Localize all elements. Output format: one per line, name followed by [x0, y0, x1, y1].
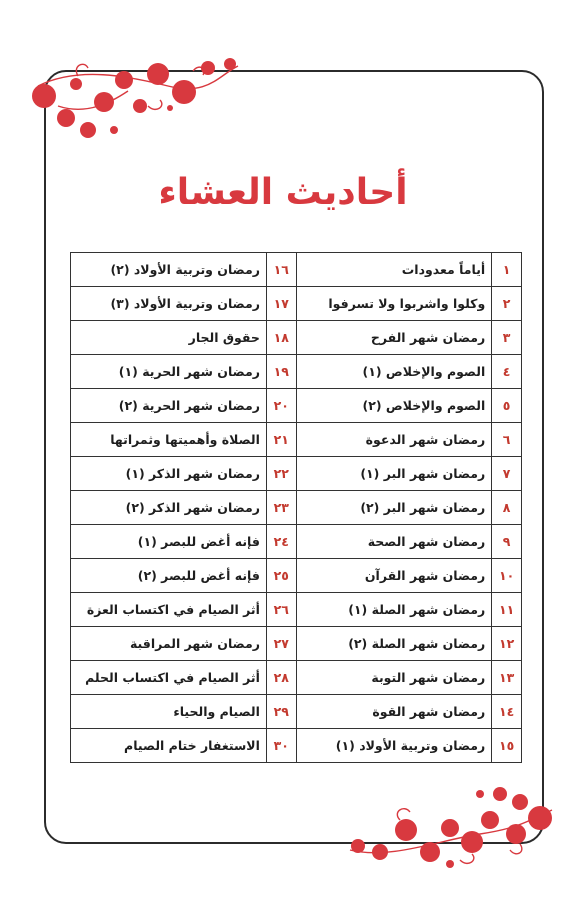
entry-title: رمضان شهر القرآن — [296, 559, 492, 593]
table-row — [71, 627, 522, 661]
entry-title: رمضان شهر الصلة (١) — [296, 593, 492, 627]
entry-number: ٢٧ — [266, 627, 296, 661]
table-row — [71, 321, 522, 355]
entry-number: ٣ — [492, 321, 522, 355]
table-row — [71, 287, 522, 321]
entry-number: ٢٤ — [266, 525, 296, 559]
entry-number: ٧ — [492, 457, 522, 491]
entry-title: الاستغفار ختام الصيام — [71, 729, 267, 763]
entry-title: الصيام والحياء — [71, 695, 267, 729]
entry-title: رمضان شهر البر (١) — [296, 457, 492, 491]
entry-title: رمضان وتربية الأولاد (١) — [296, 729, 492, 763]
entry-number: ٢٥ — [266, 559, 296, 593]
entry-title: فإنه أغض للبصر (١) — [71, 525, 267, 559]
entry-number: ١٣ — [492, 661, 522, 695]
entry-number: ٤ — [492, 355, 522, 389]
entry-title: رمضان شهر الحرية (٢) — [71, 389, 267, 423]
entry-number: ١ — [492, 253, 522, 287]
entry-title: رمضان شهر الذكر (١) — [71, 457, 267, 491]
table-row — [71, 423, 522, 457]
floral-ornament-bottom-right — [340, 780, 562, 876]
entry-number: ٢٢ — [266, 457, 296, 491]
entry-title: رمضان شهر الصلة (٢) — [296, 627, 492, 661]
entry-title: أثر الصيام في اكتساب العزة — [71, 593, 267, 627]
entry-number: ١٨ — [266, 321, 296, 355]
entry-title: رمضان شهر الصحة — [296, 525, 492, 559]
entry-title: وكلوا واشربوا ولا تسرفوا — [296, 287, 492, 321]
entry-number: ١٩ — [266, 355, 296, 389]
table-row — [71, 593, 522, 627]
entry-number: ٨ — [492, 491, 522, 525]
table-row — [71, 491, 522, 525]
entry-number: ٢٦ — [266, 593, 296, 627]
entry-number: ١٤ — [492, 695, 522, 729]
toc-body — [71, 253, 522, 763]
page-title: أحاديث العشاء — [158, 172, 408, 213]
table-row — [71, 729, 522, 763]
entry-title: رمضان وتربية الأولاد (٢) — [71, 253, 267, 287]
entry-number: ٩ — [492, 525, 522, 559]
table-row — [71, 661, 522, 695]
table-row — [71, 253, 522, 287]
entry-title: رمضان شهر البر (٢) — [296, 491, 492, 525]
entry-title: فإنه أغض للبصر (٢) — [71, 559, 267, 593]
entry-number: ٢٠ — [266, 389, 296, 423]
entry-number: ١٦ — [266, 253, 296, 287]
entry-title: رمضان شهر الفرح — [296, 321, 492, 355]
entry-number: ٣٠ — [266, 729, 296, 763]
table-row — [71, 355, 522, 389]
table-row — [71, 389, 522, 423]
entry-number: ١٠ — [492, 559, 522, 593]
entry-title: رمضان شهر التوبة — [296, 661, 492, 695]
entry-title: أياماً معدودات — [296, 253, 492, 287]
entry-title: أثر الصيام في اكتساب الحلم — [71, 661, 267, 695]
floral-ornament-top-left — [18, 46, 248, 142]
entry-title: حقوق الجار — [71, 321, 267, 355]
entry-number: ١١ — [492, 593, 522, 627]
entry-title: رمضان وتربية الأولاد (٣) — [71, 287, 267, 321]
entry-number: ٢١ — [266, 423, 296, 457]
entry-number: ١٥ — [492, 729, 522, 763]
entry-title: الصلاة وأهميتها وثمراتها — [71, 423, 267, 457]
entry-number: ٢ — [492, 287, 522, 321]
table-row — [71, 695, 522, 729]
table-of-contents — [70, 252, 522, 763]
entry-number: ٢٩ — [266, 695, 296, 729]
entry-number: ١٧ — [266, 287, 296, 321]
entry-number: ٦ — [492, 423, 522, 457]
entry-title: الصوم والإخلاص (٢) — [296, 389, 492, 423]
table-row — [71, 457, 522, 491]
entry-number: ٥ — [492, 389, 522, 423]
entry-number: ١٢ — [492, 627, 522, 661]
entry-title: رمضان شهر الدعوة — [296, 423, 492, 457]
entry-title: رمضان شهر الحرية (١) — [71, 355, 267, 389]
entry-title: رمضان شهر القوة — [296, 695, 492, 729]
entry-title: الصوم والإخلاص (١) — [296, 355, 492, 389]
entry-title: رمضان شهر الذكر (٢) — [71, 491, 267, 525]
entry-number: ٢٨ — [266, 661, 296, 695]
entry-title: رمضان شهر المراقبة — [71, 627, 267, 661]
table-row — [71, 525, 522, 559]
entry-number: ٢٣ — [266, 491, 296, 525]
table-row — [71, 559, 522, 593]
